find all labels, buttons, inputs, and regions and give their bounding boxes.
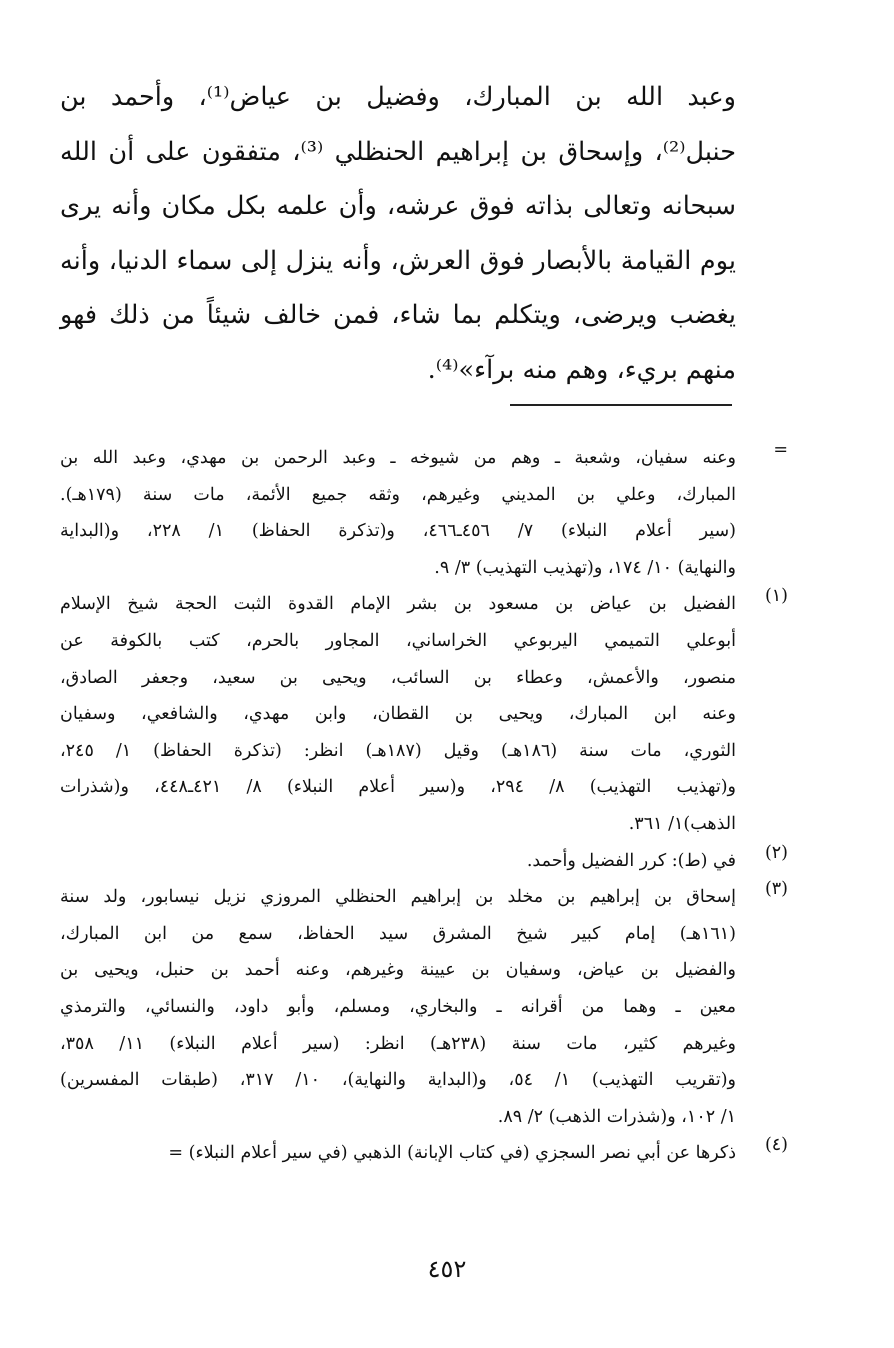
main-text-line: سبحانه وتعالى بذاته فوق عرشه، وأن علمه بكل مكان وأنه يرى: [60, 191, 736, 221]
footnote-line: أبوعلي التميمي اليربوعي الخراساني، المجاور بالحرم، كتب بالكوفة عن: [60, 630, 736, 651]
footnote-line: الفضيل بن عياض بن مسعود بن بشر الإمام القدوة الثبت الحجة شيخ الإسلام: [60, 594, 736, 615]
footnote-2: [60, 842, 788, 880]
footnote-line: و(تقريب التهذيب) ١/ ٥٤، و(البداية والنهاية)، ١٠/ ٣١٧، (طبقات المفسرين): [60, 1070, 736, 1091]
footnote-number: (٣): [764, 879, 788, 900]
footnote-line: (سير أعلام النبلاء) ٧/ ٤٥٦ـ٤٦٦، و(تذكرة الحفاظ) ١/ ٢٢٨، و(البداية: [60, 521, 737, 542]
main-text-line: منهم بريء، وهم منه برآء»⁽⁴⁾.: [427, 354, 736, 385]
footnote-text: ذكرها عن أبي نصر السجزي (في كتاب الإبانة) الذهبي (في سير أعلام النبلاء): [188, 1143, 736, 1164]
main-text-line: وعبد الله بن المبارك، وفضيل بن عياض⁽¹⁾، وأحمد بن: [60, 82, 736, 112]
footnote-line: في (ط): كرر الفضيل وأحمد.: [526, 850, 736, 871]
continuation-mark: =: [168, 1143, 184, 1164]
footnote-number: (٤): [764, 1135, 788, 1156]
footnote-line: إسحاق بن إبراهيم بن مخلد بن إبراهيم الحنظلي المروزي نزيل نيسابور، ولد سنة: [60, 887, 736, 908]
footnote-line: وغيرهم كثير، مات سنة (٢٣٨هـ) انظر: (سير أعلام النبلاء) ١١/ ٣٥٨،: [60, 1033, 736, 1054]
footnote-line: الثوري، مات سنة (١٨٦هـ) وقيل (١٨٧هـ) انظر: (تذكرة الحفاظ) ١/ ٢٤٥،: [60, 740, 736, 761]
page-number: ٤٥٢: [427, 1255, 467, 1283]
footnote-line: ١/ ١٠٢، و(شذرات الذهب) ٢/ ٨٩.: [497, 1106, 736, 1127]
footnote-line: المبارك، وعلي بن المديني وغيرهم، وثقه جميع الأئمة، مات سنة (١٧٩هـ).: [60, 484, 736, 505]
main-text-line: يغضب ويرضى، ويتكلم بما شاء، فمن خالف شيئاً من ذلك فهو: [60, 300, 736, 330]
footnote-line: و(تهذيب التهذيب) ٨/ ٢٩٤، و(سير أعلام النبلاء) ٨/ ٤٢١ـ٤٤٨، و(شذرات: [60, 777, 736, 798]
footnote-line: الذهب)١/ ٣٦١.: [628, 813, 736, 834]
footnote-number: (٢): [764, 842, 788, 863]
footnote-line: وعنه سفيان، وشعبة ـ وهم من شيوخه ـ وعبد الرحمن بن مهدي، وعبد الله بن: [60, 448, 736, 468]
continuation-mark: =: [773, 440, 788, 460]
footnote-line: وعنه ابن المبارك، ويحيى بن القطان، وابن مهدي، والشافعي، وسفيان: [60, 704, 736, 725]
footnote-continuation: [60, 440, 788, 586]
main-text-block: [60, 70, 736, 397]
main-text-line: يوم القيامة بالأبصار فوق العرش، وأنه ينزل إلى سماء الدنيا، وأنه: [60, 245, 736, 276]
footnote-3: [60, 879, 788, 1135]
footnote-line: منصور، والأعمش، وعطاء بن السائب، ويحيى بن سعيد، وجعفر الصادق،: [60, 667, 736, 688]
footnotes-block: [60, 440, 788, 1172]
footnote-line: والفضيل بن عياض، وسفيان بن عيينة وغيرهم، وعنه أحمد بن حنبل، ويحيى بن: [60, 960, 736, 981]
main-text-line: حنبل⁽²⁾، وإسحاق بن إبراهيم الحنظلي ⁽³⁾، متفقون على أن الله: [60, 136, 736, 167]
footnote-line: والنهاية) ١٠/ ١٧٤، و(تهذيب التهذيب) ٣/ ٩.: [434, 557, 736, 578]
footnote-4: [60, 1135, 788, 1172]
footnote-1: [60, 586, 788, 842]
footnote-number: (١): [764, 586, 788, 607]
footnote-separator-rule: [510, 404, 732, 406]
footnote-line: (١٦١هـ) إمام كبير شيخ المشرق سيد الحفاظ، سمع من ابن المبارك،: [60, 923, 736, 944]
footnote-line: [60, 1135, 736, 1172]
footnote-line: معين ـ وهما من أقرانه ـ والبخاري، ومسلم، وأبو داود، والنسائي، والترمذي: [60, 996, 736, 1017]
